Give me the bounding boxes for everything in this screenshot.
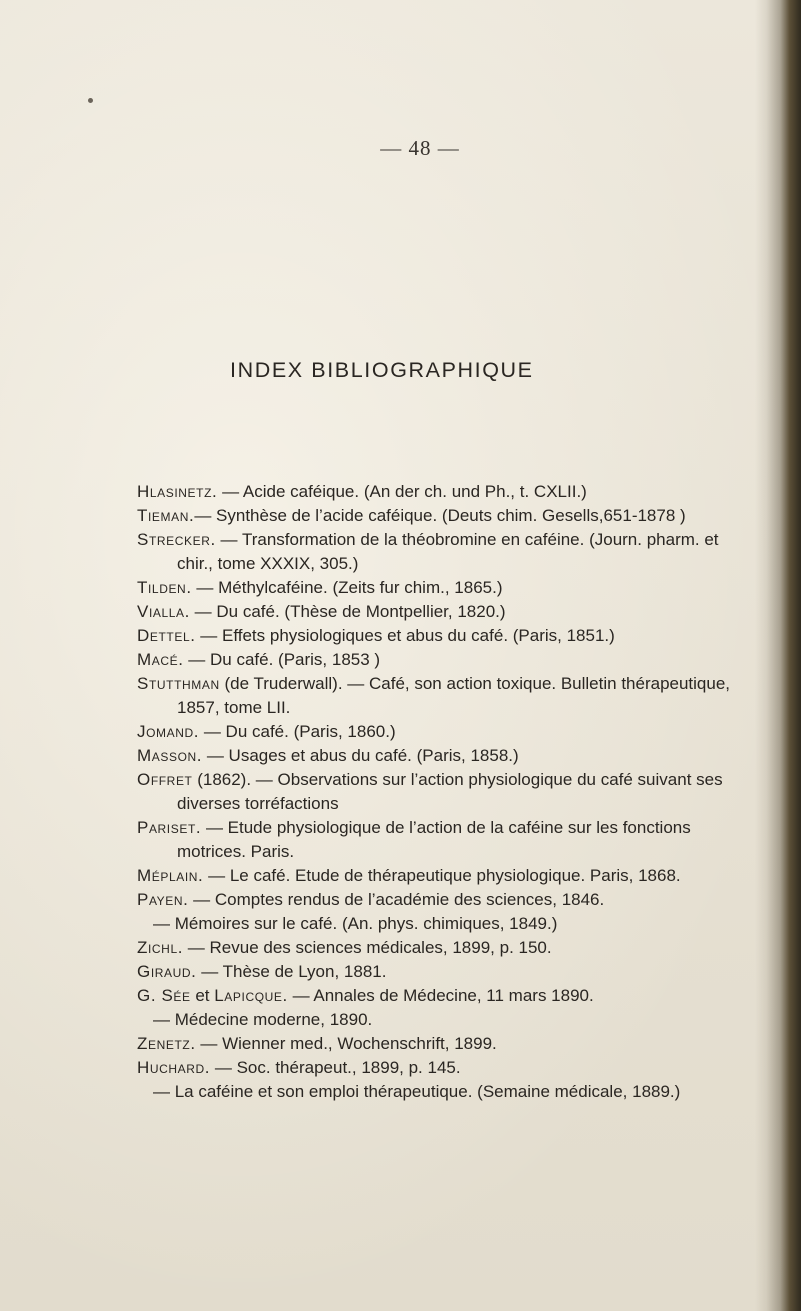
bibliography-entry (137, 888, 749, 912)
entry-author: Offret (137, 770, 193, 789)
entry-author: G. Sée (137, 986, 191, 1005)
bibliography-entry (137, 960, 749, 984)
bibliography-entry (137, 1008, 749, 1032)
bibliography-entry (137, 744, 749, 768)
entry-text: (de Truderwall). — Café, son action toxique. Bulletin thérapeutique, 1857, tome LII. (177, 674, 731, 717)
book-binding-edge (755, 0, 801, 1311)
entry-author: Macé. (137, 650, 184, 669)
entry-author: Tieman. (137, 506, 195, 525)
entry-author: Hlasinetz. (137, 482, 218, 501)
entry-text: — Du café. (Paris, 1853 ) (183, 650, 381, 669)
entry-author: Lapicque. (214, 986, 288, 1005)
bibliography-list (137, 480, 749, 1104)
bibliography-entry (137, 480, 749, 504)
entry-author: Strecker. (137, 530, 216, 549)
entry-text: — Annales de Médecine, 11 mars 1890. (287, 986, 594, 1005)
bibliography-entry (137, 768, 749, 816)
entry-author: Pariset. (137, 818, 202, 837)
entry-author: Stutthman (137, 674, 220, 693)
entry-text: (1862). — Observations sur l’action physiologique du café suivant ses diverses torréfactions (177, 770, 723, 813)
bibliography-entry (137, 648, 749, 672)
bibliography-entry (137, 576, 749, 600)
bibliography-entry (137, 672, 749, 720)
entry-conjunction: et (190, 986, 215, 1005)
entry-author: Huchard. (137, 1058, 211, 1077)
entry-text: — Revue des sciences médicales, 1899, p. 150. (183, 938, 552, 957)
bibliography-entry (137, 1056, 749, 1080)
entry-text: — Synthèse de l’acide caféique. (Deuts chim. Gesells,651-1878 ) (194, 506, 686, 525)
entry-text: — Du café. (Paris, 1860.) (199, 722, 396, 741)
page-number: — 48 — (380, 136, 460, 160)
entry-text: — Soc. thérapeut., 1899, p. 145. (210, 1058, 461, 1077)
page-title: INDEX BIBLIOGRAPHIQUE (230, 358, 534, 382)
bibliography-entry (137, 528, 749, 576)
bibliography-entry (137, 600, 749, 624)
bibliography-entry (137, 1032, 749, 1056)
entry-author: Giraud. (137, 962, 197, 981)
entry-author: Tilden. (137, 578, 192, 597)
entry-text: — La caféine et son emploi thérapeutique. (Semaine médicale, 1889.) (153, 1082, 681, 1101)
entry-text: — Méthylcaféine. (Zeits fur chim., 1865.) (191, 578, 503, 597)
entry-text: — Le café. Etude de thérapeutique physiologique. Paris, 1868. (203, 866, 681, 885)
entry-text: — Acide caféique. (An der ch. und Ph., t. CXLII.) (217, 482, 587, 501)
bibliography-entry (137, 816, 749, 864)
entry-text: — Usages et abus du café. (Paris, 1858.) (202, 746, 519, 765)
entry-text: — Mémoires sur le café. (An. phys. chimiques, 1849.) (153, 914, 558, 933)
entry-text: — Comptes rendus de l’académie des sciences, 1846. (188, 890, 605, 909)
entry-text: — Du café. (Thèse de Montpellier, 1820.) (189, 602, 506, 621)
entry-author: Jomand. (137, 722, 200, 741)
entry-author: Vialla. (137, 602, 190, 621)
entry-text: — Médecine moderne, 1890. (153, 1010, 373, 1029)
bibliography-entry (137, 864, 749, 888)
entry-author: Méplain. (137, 866, 204, 885)
bibliography-entry (137, 912, 749, 936)
bibliography-entry (137, 936, 749, 960)
entry-author: Masson. (137, 746, 203, 765)
entry-text: — Etude physiologique de l’action de la caféine sur les fonctions motrices. Paris. (177, 818, 691, 861)
bibliography-entry (137, 720, 749, 744)
bibliography-entry (137, 504, 749, 528)
entry-text: — Effets physiologiques et abus du café. (Paris, 1851.) (195, 626, 615, 645)
paper-speck (88, 98, 93, 103)
entry-author: Zenetz. (137, 1034, 196, 1053)
entry-author: Dettel. (137, 626, 196, 645)
entry-author: Payen. (137, 890, 189, 909)
bibliography-entry (137, 624, 749, 648)
entry-text: — Wienner med., Wochenschrift, 1899. (195, 1034, 497, 1053)
entry-text: — Thèse de Lyon, 1881. (196, 962, 387, 981)
bibliography-entry (137, 984, 749, 1008)
entry-author: Zichl. (137, 938, 184, 957)
bibliography-entry (137, 1080, 749, 1104)
entry-text: — Transformation de la théobromine en caféine. (Journ. pharm. et chir., tome XXXIX, 305.) (177, 530, 719, 573)
